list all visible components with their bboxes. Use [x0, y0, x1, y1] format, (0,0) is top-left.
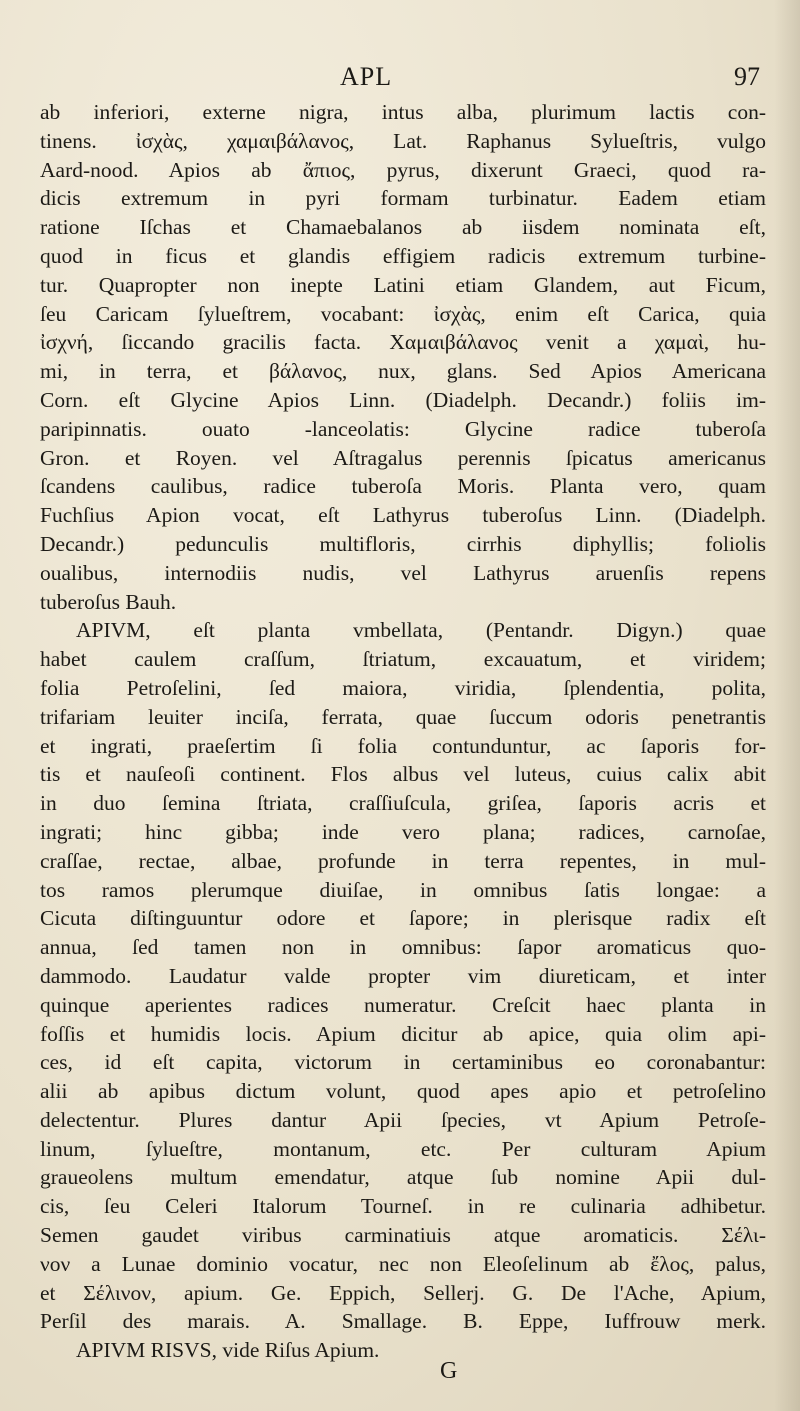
text-line: tos ramos plerumque diuiſae, in omnibus ſatis longae: a: [40, 877, 766, 902]
text-line: Semen gaudet viribus carminatiuis atque aromaticis. Σέλι-: [40, 1223, 766, 1248]
text-line: delectentur. Plures dantur Apii ſpecies, vt Apium Petroſe-: [40, 1107, 766, 1132]
catchword: G: [440, 1358, 458, 1384]
body-text: [40, 98, 766, 1365]
text-line: ἰσχνή, ſiccando gracilis facta. Χαμαιβάλανος venit a χαμαὶ, hu-: [40, 330, 766, 355]
text-line: tis et nauſeoſi continent. Flos albus vel luteus, cuius calix abit: [40, 762, 766, 787]
text-line: ingrati; hinc gibba; inde vero plana; radices, carnoſae,: [40, 819, 766, 844]
text-line: annua, ſed tamen non in omnibus: ſapor aromaticus quo-: [40, 935, 766, 960]
text-line: craſſae, rectae, albae, profunde in terra repentes, in mul-: [40, 848, 766, 873]
text-line: graueolens multum emendatur, atque ſub nomine Apii dul-: [40, 1165, 766, 1190]
text-line: APIVM, eſt planta vmbellata, (Pentandr. Digyn.) quae: [76, 618, 766, 643]
text-line: trifariam leuiter inciſa, ferrata, quae ſuccum odoris penetrantis: [40, 704, 766, 729]
text-line: foſſis et humidis locis. Apium dicitur ab apice, quia olim api-: [40, 1021, 766, 1046]
page-edge-shadow: [774, 0, 800, 1411]
text-line: habet caulem craſſum, ſtriatum, excauatum, et viridem;: [40, 647, 766, 672]
text-line: νον a Lunae dominio vocatur, nec non Eleoſelinum ab ἔλος, palus,: [40, 1251, 766, 1276]
text-line: Aard-nood. Apios ab ἄπιος, pyrus, dixerunt Graeci, quod ra-: [40, 157, 766, 182]
page-header: [40, 62, 760, 96]
text-line: ratione Iſchas et Chamaebalanos ab iisdem nominata eſt,: [40, 215, 766, 240]
text-line: Corn. eſt Glycine Apios Linn. (Diadelph. Decandr.) foliis im-: [40, 387, 766, 412]
text-line: quod in ficus et glandis effigiem radicis extremum turbine-: [40, 243, 766, 268]
text-line: Fuchſius Apion vocat, eſt Lathyrus tuberoſus Linn. (Diadelph.: [40, 503, 766, 528]
text-line: APIVM RISVS, vide Riſus Apium.: [76, 1338, 380, 1363]
text-line: quinque aperientes radices numeratur. Creſcit haec planta in: [40, 992, 766, 1017]
text-line: tur. Quapropter non inepte Latini etiam Glandem, aut Ficum,: [40, 272, 766, 297]
text-line: in duo ſemina ſtriata, craſſiuſcula, griſea, ſaporis acris et: [40, 791, 766, 816]
text-line: mi, in terra, et βάλανος, nux, glans. Sed Apios Americana: [40, 359, 766, 384]
text-line: ab inferiori, externe nigra, intus alba, plurimum lactis con-: [40, 100, 766, 124]
text-line: alii ab apibus dictum volunt, quod apes apio et petroſelino: [40, 1079, 766, 1104]
running-head: APL: [340, 62, 393, 91]
text-line: dammodo. Laudatur valde propter vim diureticam, et inter: [40, 963, 766, 988]
text-line: Perſil des marais. A. Smallage. B. Eppe, Iuffrouw merk.: [40, 1309, 766, 1334]
text-line: tuberoſus Bauh.: [40, 589, 177, 614]
text-line: linum, ſylueſtre, montanum, etc. Per culturam Apium: [40, 1136, 766, 1161]
text-line: Decandr.) pedunculis multifloris, cirrhis diphyllis; foliolis: [40, 531, 766, 556]
text-line: oualibus, internodiis nudis, vel Lathyrus aruenſis repens: [40, 560, 766, 585]
text-line: ſeu Caricam ſylueſtrem, vocabant: ἰσχὰς, enim eſt Carica, quia: [40, 301, 766, 326]
text-line: Cicuta diſtinguuntur odore et ſapore; in plerisque radix eſt: [40, 906, 766, 931]
text-line: ces, id eſt capita, victorum in certaminibus eo coronabantur:: [40, 1050, 766, 1075]
text-line: et Σέλινον, apium. Ge. Eppich, Sellerj. G. De l'Ache, Apium,: [40, 1280, 766, 1305]
text-line: dicis extremum in pyri formam turbinatur. Eadem etiam: [40, 186, 766, 211]
text-line: Gron. et Royen. vel Aſtragalus perennis ſpicatus americanus: [40, 445, 766, 470]
text-line: et ingrati, praeſertim ſi folia contunduntur, ac ſaporis for-: [40, 733, 766, 758]
text-line: tinens. ἰσχὰς, χαμαιβάλανος, Lat. Raphanus Sylueſtris, vulgo: [40, 128, 766, 153]
text-line: ſcandens caulibus, radice tuberoſa Moris. Planta vero, quam: [40, 474, 766, 499]
page-number: 97: [734, 62, 760, 91]
text-line: paripinnatis. ouato -lanceolatis: Glycine radice tuberoſa: [40, 416, 766, 441]
text-line: folia Petroſelini, ſed maiora, viridia, ſplendentia, polita,: [40, 675, 766, 700]
text-line: cis, ſeu Celeri Italorum Tourneſ. in re culinaria adhibetur.: [40, 1194, 766, 1219]
